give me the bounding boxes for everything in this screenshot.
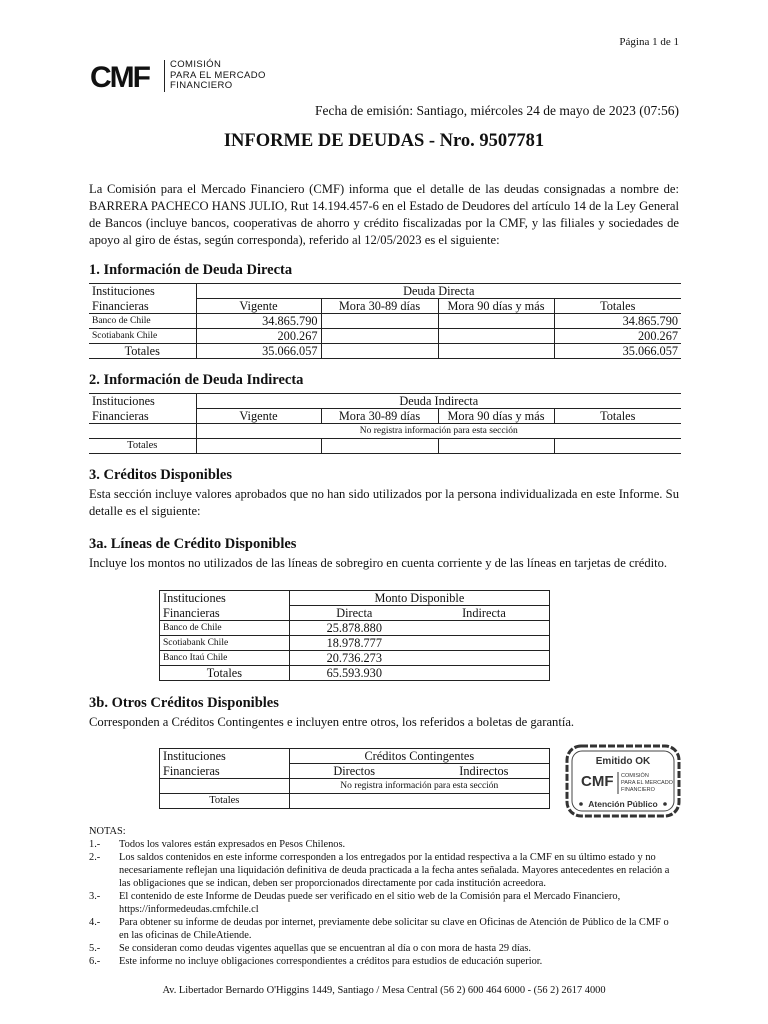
col-group-monto-disponible: Monto Disponible (289, 591, 549, 606)
sec3a-heading: 3a. Líneas de Crédito Disponibles (89, 536, 297, 552)
table-row (160, 636, 550, 651)
note-text: El contenido de este Informe de Deudas puede ser verificado en el sitio web de la Comisión para el Mercado Financiero, https://informedeudas.cmfchile.cl (119, 891, 621, 915)
sec3b-text: Corresponden a Créditos Contingentes e incluyen entre otros, los referidos a boletas de garantía. (89, 715, 575, 729)
table-row (160, 651, 550, 666)
direct-debt-table (89, 283, 681, 359)
totals-label: Totales (160, 666, 290, 681)
row-total: 200.267 (554, 329, 681, 344)
col-header-mora-30-89: Mora 30-89 días (321, 299, 438, 314)
row-mora-30-89 (321, 314, 438, 329)
row-institution: Banco Itaú Chile (160, 651, 290, 666)
totals-row (89, 344, 681, 359)
col-group-creditos-contingentes: Créditos Contingentes (289, 749, 549, 764)
sec3-text: Esta sección incluye valores aprobados que no han sido utilizados por la persona individualizada en este Informe. Su detalle es el siguiente: (89, 487, 679, 518)
svg-text:COMISIÓN: COMISIÓN (621, 773, 649, 779)
row-mora-90 (438, 329, 554, 344)
note-item (89, 942, 681, 955)
no-info-message: No registra información para esta sección (289, 779, 549, 794)
note-item (89, 890, 681, 916)
col-header-indirecta: Indirecta (419, 606, 550, 621)
totals-directa: 65.593.930 (289, 666, 419, 681)
col-header-directos: Directos (289, 764, 419, 779)
note-item (89, 955, 681, 968)
note-item (89, 916, 681, 942)
col-group-deuda-directa: Deuda Directa (196, 284, 681, 299)
note-number: 5.- (89, 943, 101, 954)
note-item (89, 851, 681, 890)
note-item (89, 838, 681, 851)
sec3b-heading: 3b. Otros Créditos Disponibles (89, 695, 279, 711)
col-header-mora-90: Mora 90 días y más (438, 299, 554, 314)
note-text: Los saldos contenidos en este informe corresponden a los entregados por la entidad respectiva a la CMF en su último estado y no necesariamente reflejan una liquidación definitiva de deuda practicada a la fecha antes señalada. Mayores antecedentes en relación a las obligaciones que se indican, deben ser proporcionados directamente por cada institución acreedora. (119, 852, 670, 889)
row-mora-90 (438, 314, 554, 329)
row-institution: Banco de Chile (92, 316, 151, 326)
col-header-mora-90: Mora 90 días y más (438, 409, 554, 424)
notes-title: NOTAS: (89, 826, 126, 837)
note-text: Todos los valores están expresados en Pesos Chilenos. (119, 839, 346, 850)
col-group-deuda-indirecta: Deuda Indirecta (196, 394, 681, 409)
row-institution: Banco de Chile (160, 621, 290, 636)
col-header-inst-2: Financieras (92, 298, 149, 313)
row-indirecta (419, 636, 550, 651)
emission-date: Fecha de emisión: Santiago, miércoles 24 de mayo de 2023 (07:56) (314, 103, 679, 118)
row-indirecta (419, 651, 550, 666)
totals-indirecta (419, 666, 550, 681)
report-title: INFORME DE DEUDAS - Nro. 9507781 (223, 131, 545, 151)
logo-text (164, 60, 266, 92)
totals-row (160, 794, 550, 809)
totals-row (89, 439, 681, 454)
contingent-credits-table (159, 748, 550, 809)
col-header-inst-2: Financieras (92, 408, 149, 423)
col-header-mora-30-89: Mora 30-89 días (321, 409, 438, 424)
footer-address: Av. Libertador Bernardo O'Higgins 1449, Santiago / Mesa Central (56 2) 600 464 6000 - (56 2) 2617 4000 (162, 985, 606, 996)
col-header-indirectos: Indirectos (419, 764, 550, 779)
col-header-inst-1: Instituciones (160, 749, 290, 764)
svg-text:CMF: CMF (90, 60, 149, 91)
svg-text:CMF: CMF (581, 773, 614, 790)
note-number: 1.- (89, 839, 101, 850)
note-number: 2.- (89, 852, 101, 863)
row-mora-30-89 (321, 329, 438, 344)
totals-label: Totales (160, 794, 290, 809)
svg-text:PARA EL MERCADO: PARA EL MERCADO (621, 780, 673, 786)
col-header-directa: Directa (289, 606, 419, 621)
row-institution: Scotiabank Chile (92, 331, 158, 341)
logo-line-2: PARA EL MERCADO (170, 69, 266, 81)
col-header-totales: Totales (554, 409, 681, 424)
row-institution: Scotiabank Chile (160, 636, 290, 651)
col-header-vigente: Vigente (196, 299, 321, 314)
totals-mora-90 (438, 344, 554, 359)
page-number: Página 1 de 1 (619, 36, 679, 48)
row-total: 34.865.790 (554, 314, 681, 329)
row-vigente: 200.267 (196, 329, 321, 344)
totals-row (160, 666, 550, 681)
note-number: 3.- (89, 891, 101, 902)
row-indirecta (419, 621, 550, 636)
col-header-inst-2: Financieras (160, 764, 290, 779)
sec2-heading: 2. Información de Deuda Indirecta (89, 372, 304, 388)
row-vigente: 34.865.790 (196, 314, 321, 329)
sec3a-text: Incluye los montos no utilizados de las líneas de sobregiro en cuenta corriente y de las líneas en tarjetas de crédito. (89, 556, 668, 570)
note-number: 4.- (89, 917, 101, 928)
note-text: Este informe no incluye obligaciones correspondientes a créditos para estudios de educación superior. (119, 956, 543, 967)
svg-text:Atención Público: Atención Público (588, 799, 658, 809)
row-directa: 18.978.777 (289, 636, 419, 651)
row-directa: 20.736.273 (289, 651, 419, 666)
emitido-ok-stamp (565, 744, 681, 818)
logo-line-3: FINANCIERO (170, 80, 233, 91)
col-header-vigente: Vigente (196, 409, 321, 424)
logo-line-1: COMISIÓN (170, 59, 222, 70)
table-row (160, 621, 550, 636)
sec1-heading: 1. Información de Deuda Directa (89, 262, 293, 278)
totals-total: 35.066.057 (554, 344, 681, 359)
table-row (89, 314, 681, 329)
cmf-logo (90, 60, 266, 92)
stamp-graphic-icon (565, 744, 681, 818)
col-header-inst-1: Instituciones (92, 394, 155, 409)
intro-paragraph: La Comisión para el Mercado Financiero (CMF) informa que el detalle de las deudas consignadas a nombre de: BARRERA PACHECO HANS JULIO, Rut 14.194.457-6 en el Estado de Deudores del artículo 14 de la Ley General de Bancos (incluye bancos, cooperativas de ahorro y crédito fiscalizadas por la CMF, y las filiales y sociedades de apoyo al giro de éstas, según corresponda), referido al 12/05/2023 es el siguiente: (89, 182, 679, 247)
no-info-message: No registra información para esta sección (196, 424, 681, 439)
indirect-debt-table (89, 393, 681, 454)
col-header-inst-1: Instituciones (160, 591, 290, 606)
totals-label: Totales (124, 344, 160, 358)
credit-lines-table (159, 590, 550, 681)
table-row (89, 329, 681, 344)
row-directa: 25.878.880 (289, 621, 419, 636)
totals-vigente: 35.066.057 (196, 344, 321, 359)
totals-mora-30-89 (321, 344, 438, 359)
col-header-totales: Totales (554, 299, 681, 314)
note-text: Se consideran como deudas vigentes aquellas que se encuentran al día o con mora de hasta 29 días. (119, 943, 532, 954)
col-header-inst-2: Financieras (160, 606, 290, 621)
svg-text:Emitido OK: Emitido OK (595, 756, 651, 767)
svg-text:FINANCIERO: FINANCIERO (621, 787, 655, 793)
cmf-logo-mark-icon (90, 61, 160, 91)
note-number: 6.- (89, 956, 101, 967)
sec3-heading: 3. Créditos Disponibles (89, 467, 233, 483)
note-text: Para obtener su informe de deudas por internet, previamente debe solicitar su clave en Oficinas de Atención de Público de la CMF o en las oficinas de ChileAtiende. (119, 917, 669, 941)
notes-section (89, 825, 681, 968)
col-header-inst-1: Instituciones (92, 284, 155, 299)
totals-label: Totales (127, 440, 158, 451)
